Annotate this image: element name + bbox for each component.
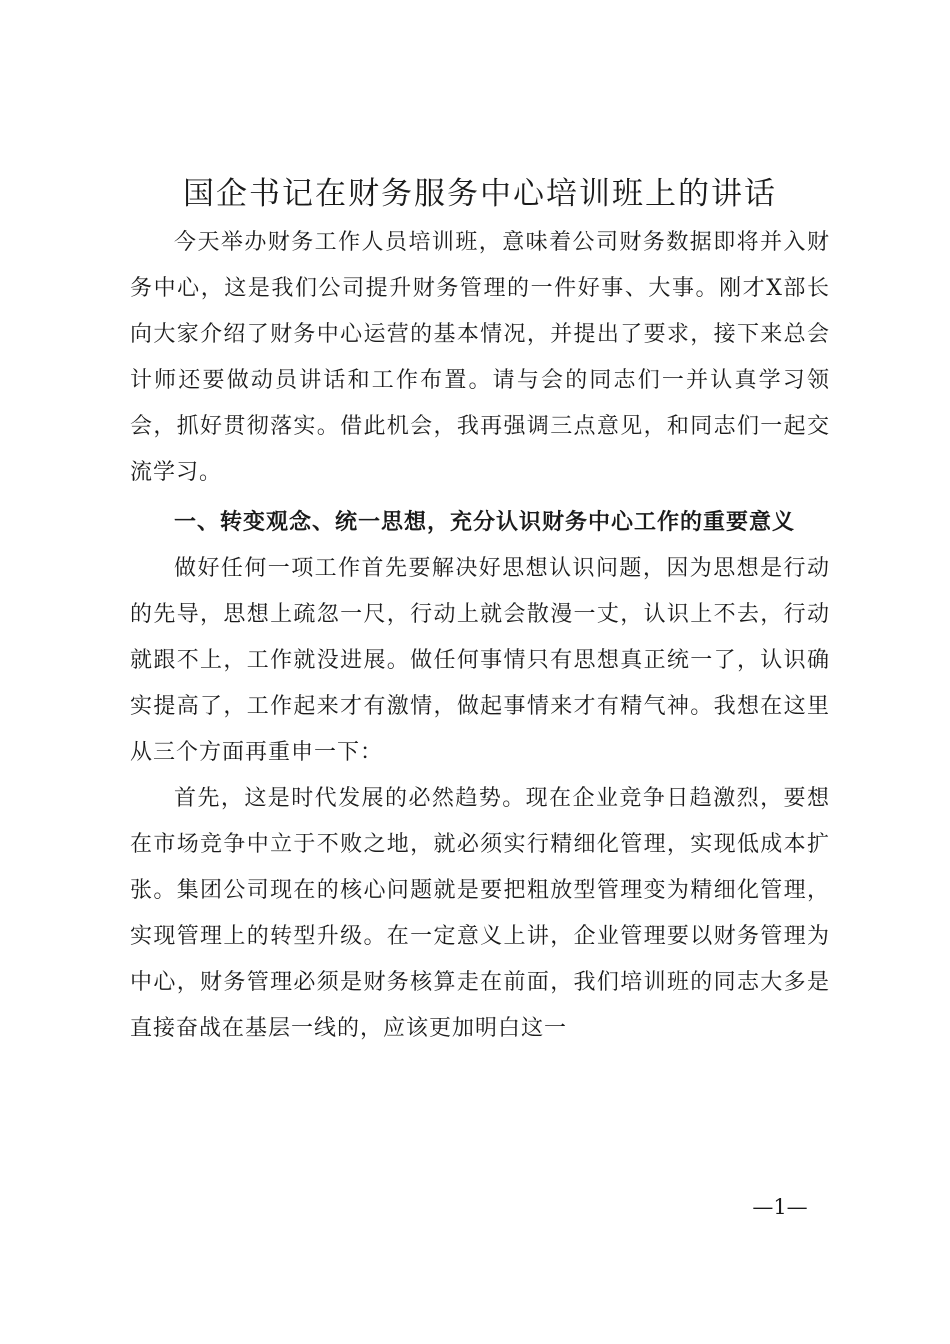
body-paragraph: 做好任何一项工作首先要解决好思想认识问题，因为思想是行动的先导，思想上疏忽一尺，行动上就会散漫一丈，认识上不去，行动就跟不上，工作就没进展。做任何事情只有思想真正统一了，认识确实提高了，工作起来才有激情，做起事情来才有精气神。我想在这里从三个方面再重申一下： bbox=[130, 556, 830, 765]
document-body bbox=[130, 220, 830, 1052]
document-title: 国企书记在财务服务中心培训班上的讲话 bbox=[183, 176, 777, 212]
section-heading: 一、转变观念、统一思想，充分认识财务中心工作的重要意义 bbox=[174, 510, 796, 535]
page-number: —1— bbox=[752, 1195, 808, 1219]
intro-paragraph: 今天举办财务工作人员培训班，意味着公司财务数据即将并入财务中心，这是我们公司提升财务管理的一件好事、大事。刚才X部长向大家介绍了财务中心运营的基本情况，并提出了要求，接下来总会计师还要做动员讲话和工作布置。请与会的同志们一并认真学习领会，抓好贯彻落实。借此机会，我再强调三点意见，和同志们一起交流学习。 bbox=[130, 230, 830, 485]
body-paragraph: 首先，这是时代发展的必然趋势。现在企业竞争日趋激烈，要想在市场竞争中立于不败之地，就必须实行精细化管理，实现低成本扩张。集团公司现在的核心问题就是要把粗放型管理变为精细化管理，实现管理上的转型升级。在一定意义上讲，企业管理要以财务管理为中心，财务管理必须是财务核算走在前面，我们培训班的同志大多是直接奋战在基层一线的，应该更加明白这一 bbox=[130, 786, 830, 1041]
